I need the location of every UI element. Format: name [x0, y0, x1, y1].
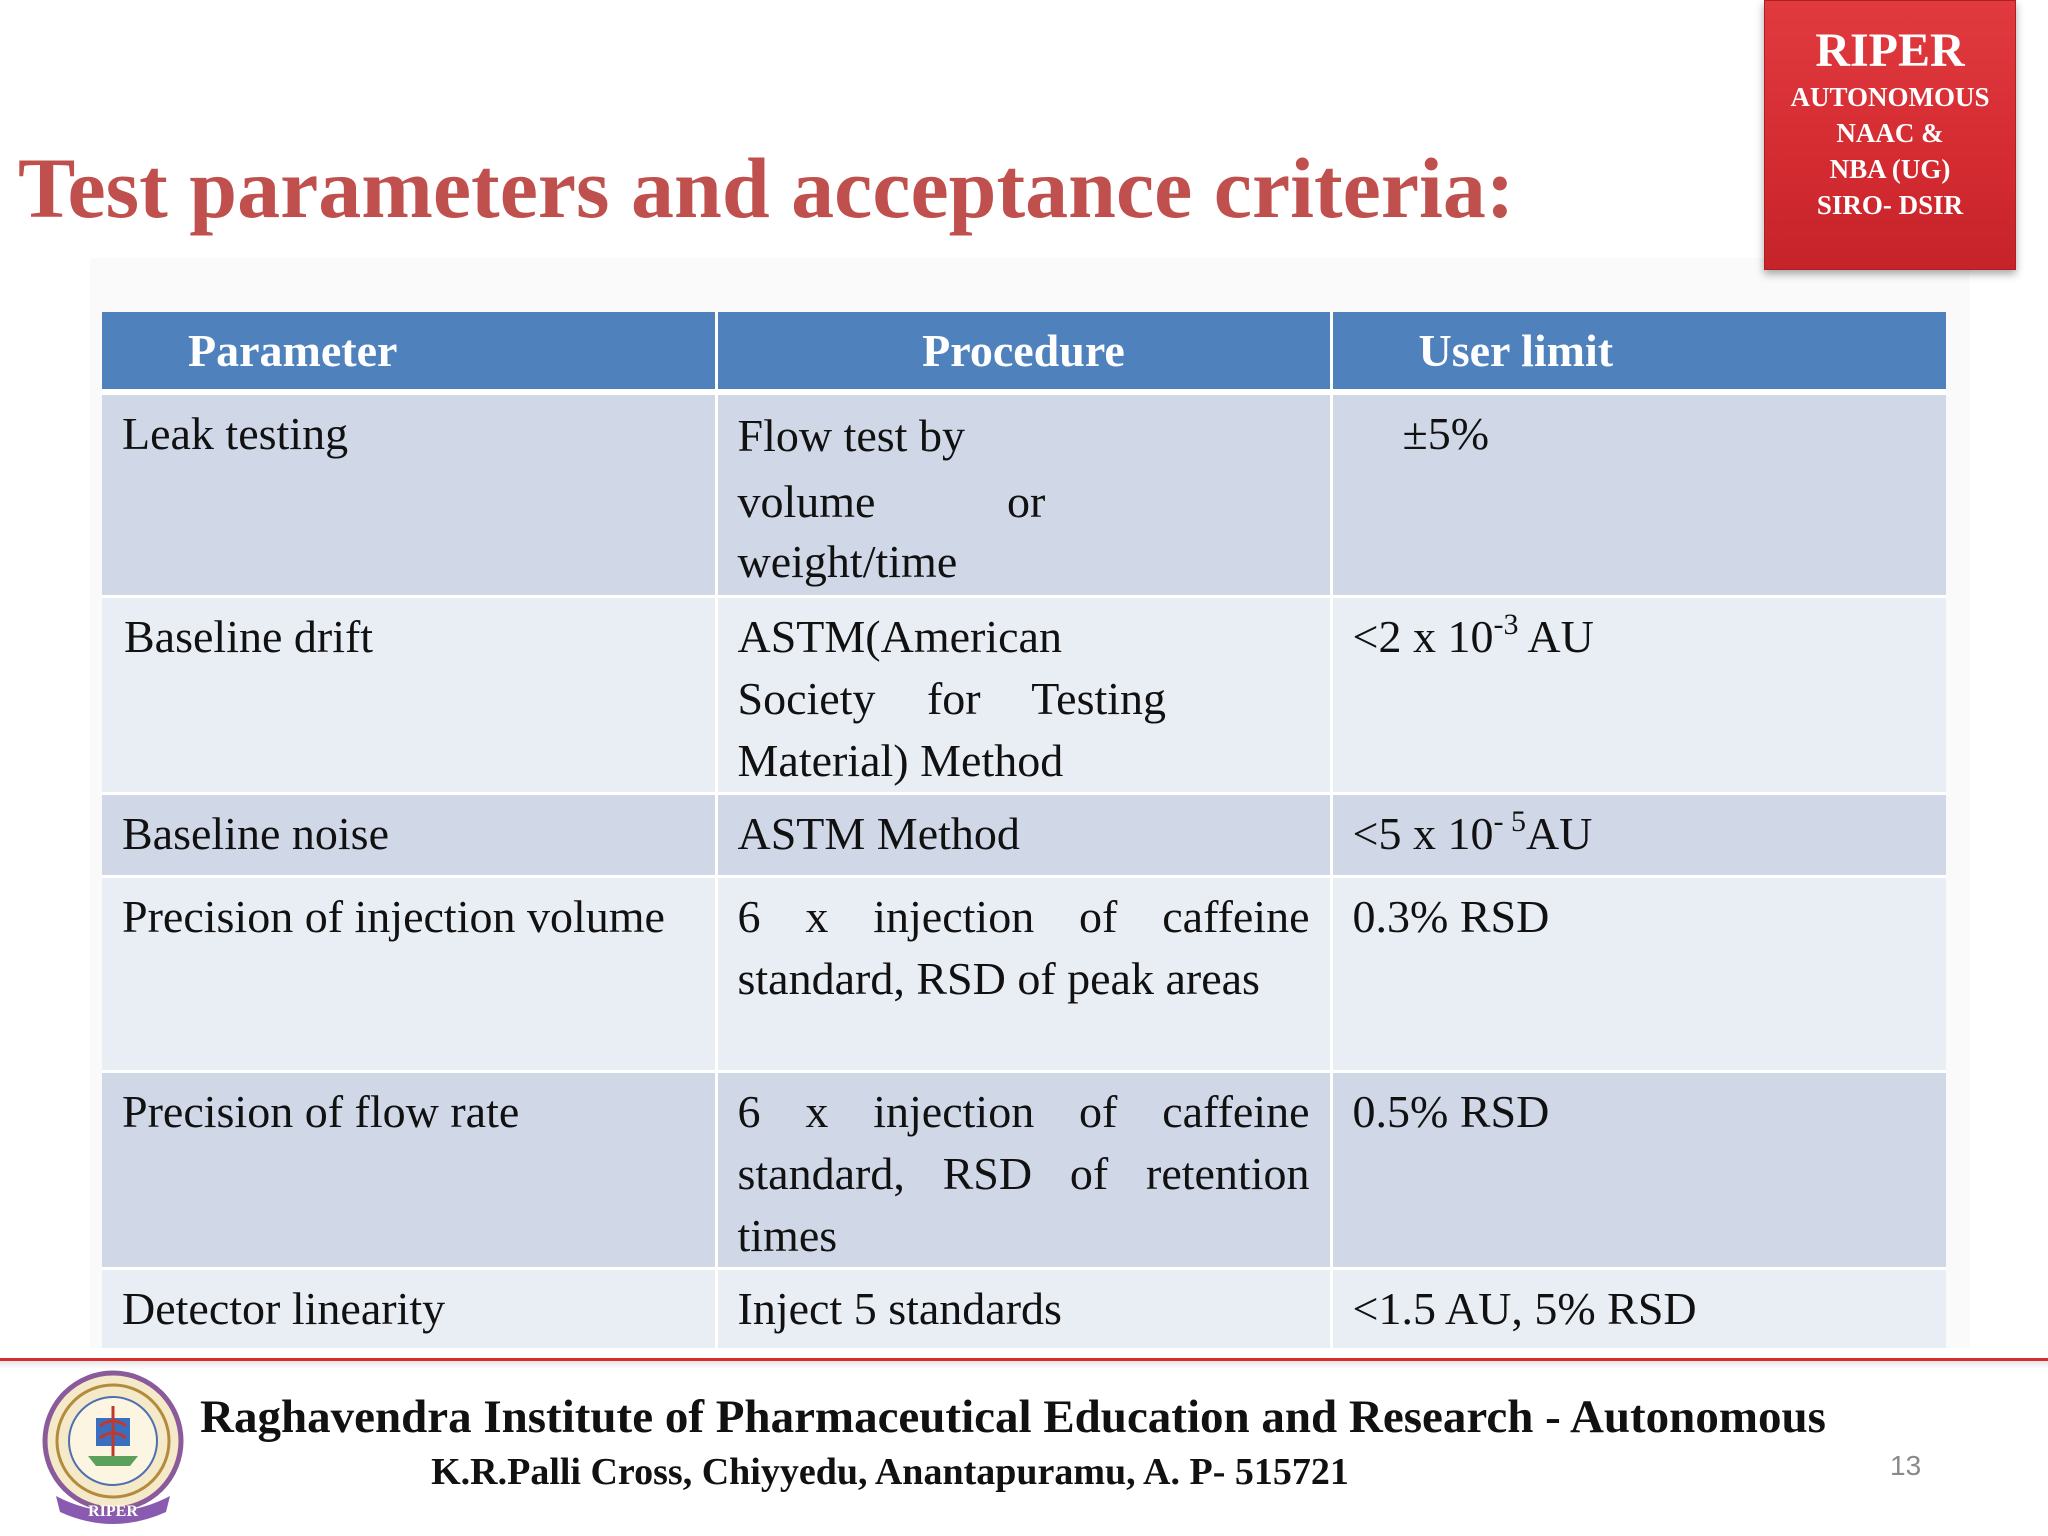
- table-row: [102, 597, 1946, 794]
- procedure-line: ASTM(American: [737, 611, 1062, 662]
- table-header-row: [102, 312, 1946, 392]
- cell-procedure: [716, 794, 1331, 877]
- limit-exponent: - 5: [1493, 805, 1526, 838]
- cell-limit: [1331, 597, 1946, 794]
- procedure-line: Material) Method: [737, 735, 1064, 786]
- limit-base: <2 x 10: [1352, 611, 1494, 662]
- cell-procedure: [716, 392, 1331, 597]
- limit-unit: AU: [1525, 808, 1593, 859]
- parameters-table: [102, 312, 1946, 1351]
- procedure-line: volume or: [737, 476, 1046, 527]
- cell-limit: 0.5% RSD: [1331, 1072, 1946, 1269]
- cell-procedure: [716, 597, 1331, 794]
- header-parameter: Parameter: [102, 312, 716, 392]
- table-row: [102, 392, 1946, 597]
- cell-limit: ±5%: [1331, 392, 1946, 597]
- table-row: [102, 877, 1946, 1072]
- institute-name: Raghavendra Institute of Pharmaceutical Education and Research - Autonomous: [200, 1391, 1826, 1443]
- badge-line: NBA (UG): [1829, 154, 1951, 184]
- institute-address: K.R.Palli Cross, Chiyyedu, Anantapuramu, A. P- 515721: [431, 1451, 1349, 1493]
- cell-parameter: Leak testing: [102, 392, 716, 597]
- accreditation-badge: [1764, 0, 2016, 270]
- cell-limit: 0.3% RSD: [1331, 877, 1946, 1072]
- cell-parameter: Baseline noise: [102, 794, 716, 877]
- limit-unit: AU: [1518, 611, 1594, 662]
- cell-limit: <1.5 AU, 5% RSD: [1331, 1269, 1946, 1350]
- badge-line: SIRO- DSIR: [1816, 190, 1964, 220]
- badge-line: NAAC &: [1836, 118, 1944, 148]
- procedure-line: weight/time: [737, 536, 958, 587]
- institute-seal-icon: [38, 1366, 188, 1526]
- table-row: [102, 1072, 1946, 1269]
- cell-procedure: 6 x injection of caffeine standard, RSD of retention times: [716, 1072, 1331, 1269]
- cell-parameter: Precision of injection volume: [102, 877, 716, 1072]
- table-row: [102, 1269, 1946, 1350]
- badge-title: RIPER: [1815, 24, 1965, 77]
- cell-parameter: Precision of flow rate: [102, 1072, 716, 1269]
- cell-parameter: Detector linearity: [102, 1269, 716, 1350]
- page-number: 13: [1890, 1450, 1922, 1481]
- procedure-line: Flow test by: [737, 410, 965, 461]
- footer-divider-shadow: [0, 1361, 2048, 1369]
- procedure-line: Society for Testing: [737, 673, 1167, 724]
- header-user-limit: User limit: [1331, 312, 1946, 392]
- cell-procedure: 6 x injection of caffeine standard, RSD of peak areas: [716, 877, 1331, 1072]
- procedure-line: ASTM Method: [737, 808, 1020, 859]
- cell-parameter: Baseline drift: [102, 597, 716, 794]
- header-procedure: Procedure: [716, 312, 1331, 392]
- cell-procedure: Inject 5 standards: [716, 1269, 1331, 1350]
- cell-limit: [1331, 794, 1946, 877]
- table-row: [102, 794, 1946, 877]
- badge-line: AUTONOMOUS: [1790, 82, 1990, 112]
- limit-base: <5 x 10: [1352, 808, 1494, 859]
- slide-title: Test parameters and acceptance criteria:: [18, 140, 1515, 236]
- logo-text: RIPER: [88, 1503, 138, 1520]
- limit-exponent: -3: [1493, 608, 1519, 641]
